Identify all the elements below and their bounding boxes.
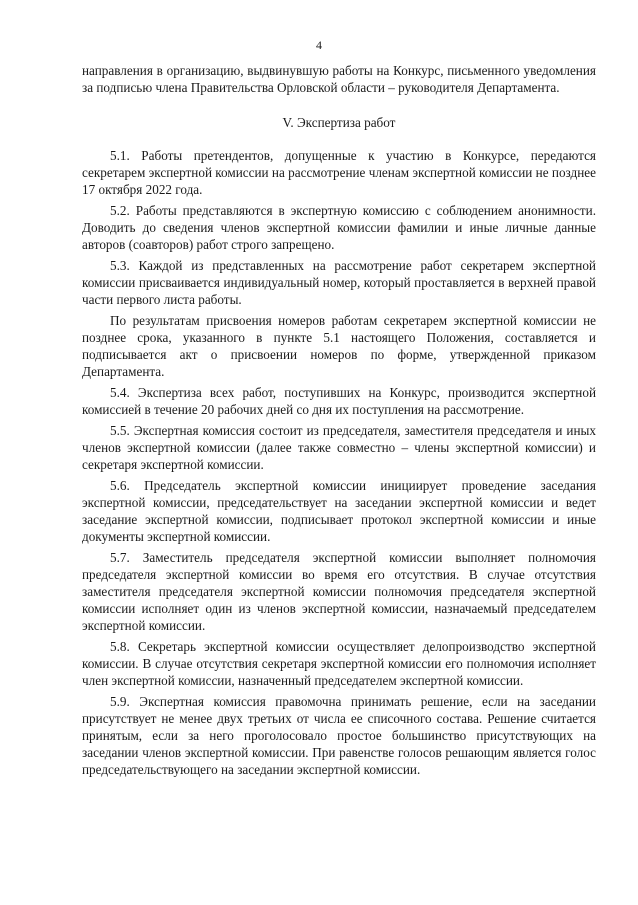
paragraph-5-1: 5.1. Работы претендентов, допущенные к участию в Конкурсе, передаются секретарем экспертной комиссии на рассмотрение членам экспертной комиссии не позднее 17 октября 2022 года. [82,148,596,197]
paragraph-5-6: 5.6. Председатель экспертной комиссии инициирует проведение заседания экспертной комиссии, председательствует на заседании экспертной комиссии и ведет заседание экспертной комиссии, подписывает протокол экспертной комиссии и иные документы экспертной комиссии. [82,478,596,544]
document-body [82,62,596,778]
paragraph-5-7: 5.7. Заместитель председателя экспертной комиссии выполняет полномочия председателя экспертной комиссии во время его отсутствия. В случае отсутствия заместителя председателя экспертной комиссии полномочия председателя экспертной комиссии исполняет один из членов экспертной комиссии, назначаемый председателем экспертной комиссии. [82,550,596,633]
paragraph-5-2: 5.2. Работы представляются в экспертную комиссию с соблюдением анонимности. Доводить до сведения членов экспертной комиссии фамилии и иные личные данные авторов (соавторов) работ строго запрещено. [82,203,596,252]
paragraph-5-5: 5.5. Экспертная комиссия состоит из председателя, заместителя председателя и иных членов экспертной комиссии (далее также совместно – члены экспертной комиссии) и секретаря экспертной комиссии. [82,423,596,472]
page-number: 4 [316,38,322,52]
paragraph-5-3: 5.3. Каждой из представленных на рассмотрение работ секретарем экспертной комиссии присваивается индивидуальный номер, который проставляется в верхней правой части первого листа работы. [82,258,596,307]
paragraph-5-4: 5.4. Экспертиза всех работ, поступивших на Конкурс, производится экспертной комиссией в течение 20 рабочих дней со дня их поступления на рассмотрение. [82,385,596,417]
paragraph-5-8: 5.8. Секретарь экспертной комиссии осуществляет делопроизводство экспертной комиссии. В случае отсутствия секретаря экспертной комиссии его полномочия исполняет член экспертной комиссии, назначенный председателем экспертной комиссии. [82,639,596,688]
paragraph-5-3-continuation: По результатам присвоения номеров работам секретарем экспертной комиссии не позднее срока, указанного в пункте 5.1 настоящего Положения, составляется и подписывается акт о присвоении номеров по форме, утвержденной приказом Департамента. [82,313,596,379]
section-heading: V. Экспертиза работ [282,115,396,130]
paragraph-5-9: 5.9. Экспертная комиссия правомочна принимать решение, если на заседании присутствует не менее двух третьих от числа ее списочного состава. Решение считается принятым, если за него проголосовало простое большинство присутствующих на заседании членов экспертной комиссии. При равенстве голосов решающим является голос председательствующего на заседании экспертной комиссии. [82,694,596,777]
intro-paragraph: направления в организацию, выдвинувшую работы на Конкурс, письменного уведомления за подписью члена Правительства Орловской области – руководителя Департамента. [82,63,596,95]
